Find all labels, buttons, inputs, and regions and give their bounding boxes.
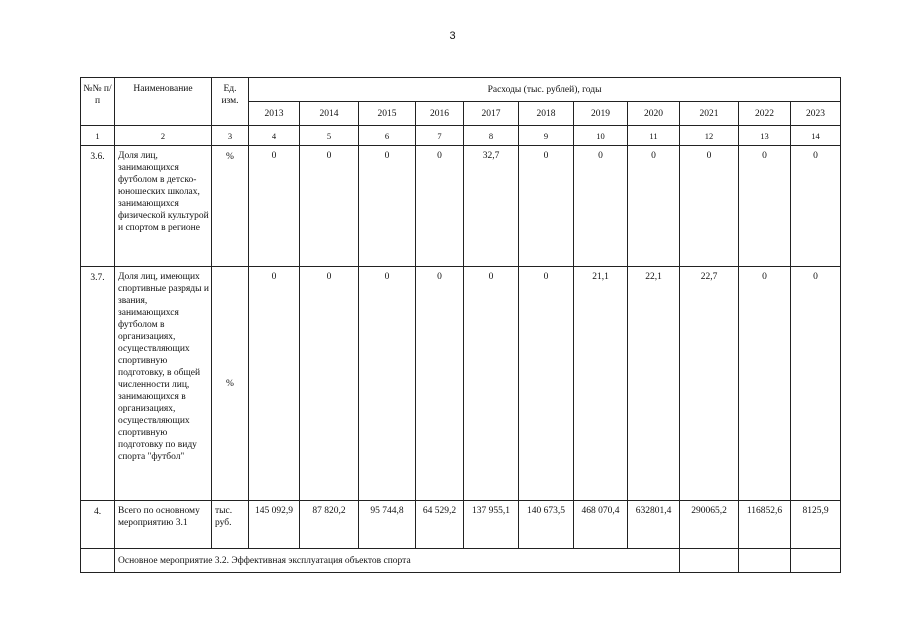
value-cell: 0 <box>739 146 791 267</box>
value-cell: 137 955,1 <box>464 501 519 549</box>
value-cell: 0 <box>574 146 628 267</box>
value-cell: 0 <box>416 267 464 501</box>
value-cell: 0 <box>791 146 841 267</box>
header-year: 2022 <box>739 102 791 126</box>
row-unit: % <box>212 267 249 501</box>
value-cell: 0 <box>628 146 680 267</box>
value-cell: 64 529,2 <box>416 501 464 549</box>
value-cell: 0 <box>680 146 739 267</box>
value-cell: 0 <box>300 146 359 267</box>
empty-cell <box>739 549 791 573</box>
header-unit: Ед. изм. <box>212 78 249 126</box>
index-cell: 7 <box>416 126 464 146</box>
index-cell: 10 <box>574 126 628 146</box>
page-number: 3 <box>449 30 456 42</box>
value-cell: 468 070,4 <box>574 501 628 549</box>
header-name: Наименование <box>115 78 212 126</box>
index-cell: 13 <box>739 126 791 146</box>
index-cell: 9 <box>519 126 574 146</box>
index-cell: 4 <box>249 126 300 146</box>
expenses-table <box>80 77 841 573</box>
value-cell: 116852,6 <box>739 501 791 549</box>
index-cell: 5 <box>300 126 359 146</box>
table-row <box>81 146 841 267</box>
value-cell: 140 673,5 <box>519 501 574 549</box>
row-name: Доля лиц, имеющих спортивные разряды и звания, занимающихся футболом в организациях, осуществляющих спортивную подготовку, в общей численности лиц, занимающихся в организациях, осуществляющих спортивную подготовку по виду спорта "футбол" <box>115 267 212 501</box>
index-cell: 11 <box>628 126 680 146</box>
table-row <box>81 267 841 501</box>
value-cell: 8125,9 <box>791 501 841 549</box>
value-cell: 0 <box>416 146 464 267</box>
value-cell: 0 <box>359 146 416 267</box>
row-unit: % <box>212 146 249 267</box>
table-row-total <box>81 501 841 549</box>
header-year: 2016 <box>416 102 464 126</box>
value-cell: 32,7 <box>464 146 519 267</box>
value-cell: 0 <box>249 146 300 267</box>
value-cell: 22,7 <box>680 267 739 501</box>
value-cell: 95 744,8 <box>359 501 416 549</box>
index-cell: 3 <box>212 126 249 146</box>
index-cell: 14 <box>791 126 841 146</box>
value-cell: 0 <box>249 267 300 501</box>
row-name: Всего по основному мероприятию 3.1 <box>115 501 212 549</box>
header-year: 2020 <box>628 102 680 126</box>
value-cell: 290065,2 <box>680 501 739 549</box>
value-cell: 0 <box>464 267 519 501</box>
index-cell: 12 <box>680 126 739 146</box>
header-year: 2018 <box>519 102 574 126</box>
header-year: 2017 <box>464 102 519 126</box>
row-number: 3.6. <box>81 146 115 267</box>
row-number: 3.7. <box>81 267 115 501</box>
index-row <box>81 126 841 146</box>
value-cell: 87 820,2 <box>300 501 359 549</box>
row-name: Доля лиц, занимающихся футболом в детско-юношеских школах, занимающихся физической культурой и спортом в регионе <box>115 146 212 267</box>
value-cell: 0 <box>519 146 574 267</box>
value-cell: 0 <box>359 267 416 501</box>
header-year: 2014 <box>300 102 359 126</box>
index-cell: 1 <box>81 126 115 146</box>
section-row <box>81 549 841 573</box>
header-year: 2019 <box>574 102 628 126</box>
header-row-1 <box>81 78 841 102</box>
value-cell: 0 <box>519 267 574 501</box>
value-cell: 0 <box>300 267 359 501</box>
section-title: Основное мероприятие 3.2. Эффективная эксплуатация объектов спорта <box>115 549 680 573</box>
value-cell: 21,1 <box>574 267 628 501</box>
row-unit: тыс. руб. <box>212 501 249 549</box>
value-cell: 22,1 <box>628 267 680 501</box>
empty-cell <box>791 549 841 573</box>
value-cell: 145 092,9 <box>249 501 300 549</box>
index-cell: 2 <box>115 126 212 146</box>
header-year: 2023 <box>791 102 841 126</box>
header-num: №№ п/п <box>81 78 115 126</box>
section-row-number <box>81 549 115 573</box>
value-cell: 0 <box>739 267 791 501</box>
index-cell: 6 <box>359 126 416 146</box>
header-expenses: Расходы (тыс. рублей), годы <box>249 78 841 102</box>
value-cell: 632801,4 <box>628 501 680 549</box>
value-cell: 0 <box>791 267 841 501</box>
empty-cell <box>680 549 739 573</box>
header-year: 2021 <box>680 102 739 126</box>
header-year: 2015 <box>359 102 416 126</box>
index-cell: 8 <box>464 126 519 146</box>
row-number: 4. <box>81 501 115 549</box>
header-year: 2013 <box>249 102 300 126</box>
